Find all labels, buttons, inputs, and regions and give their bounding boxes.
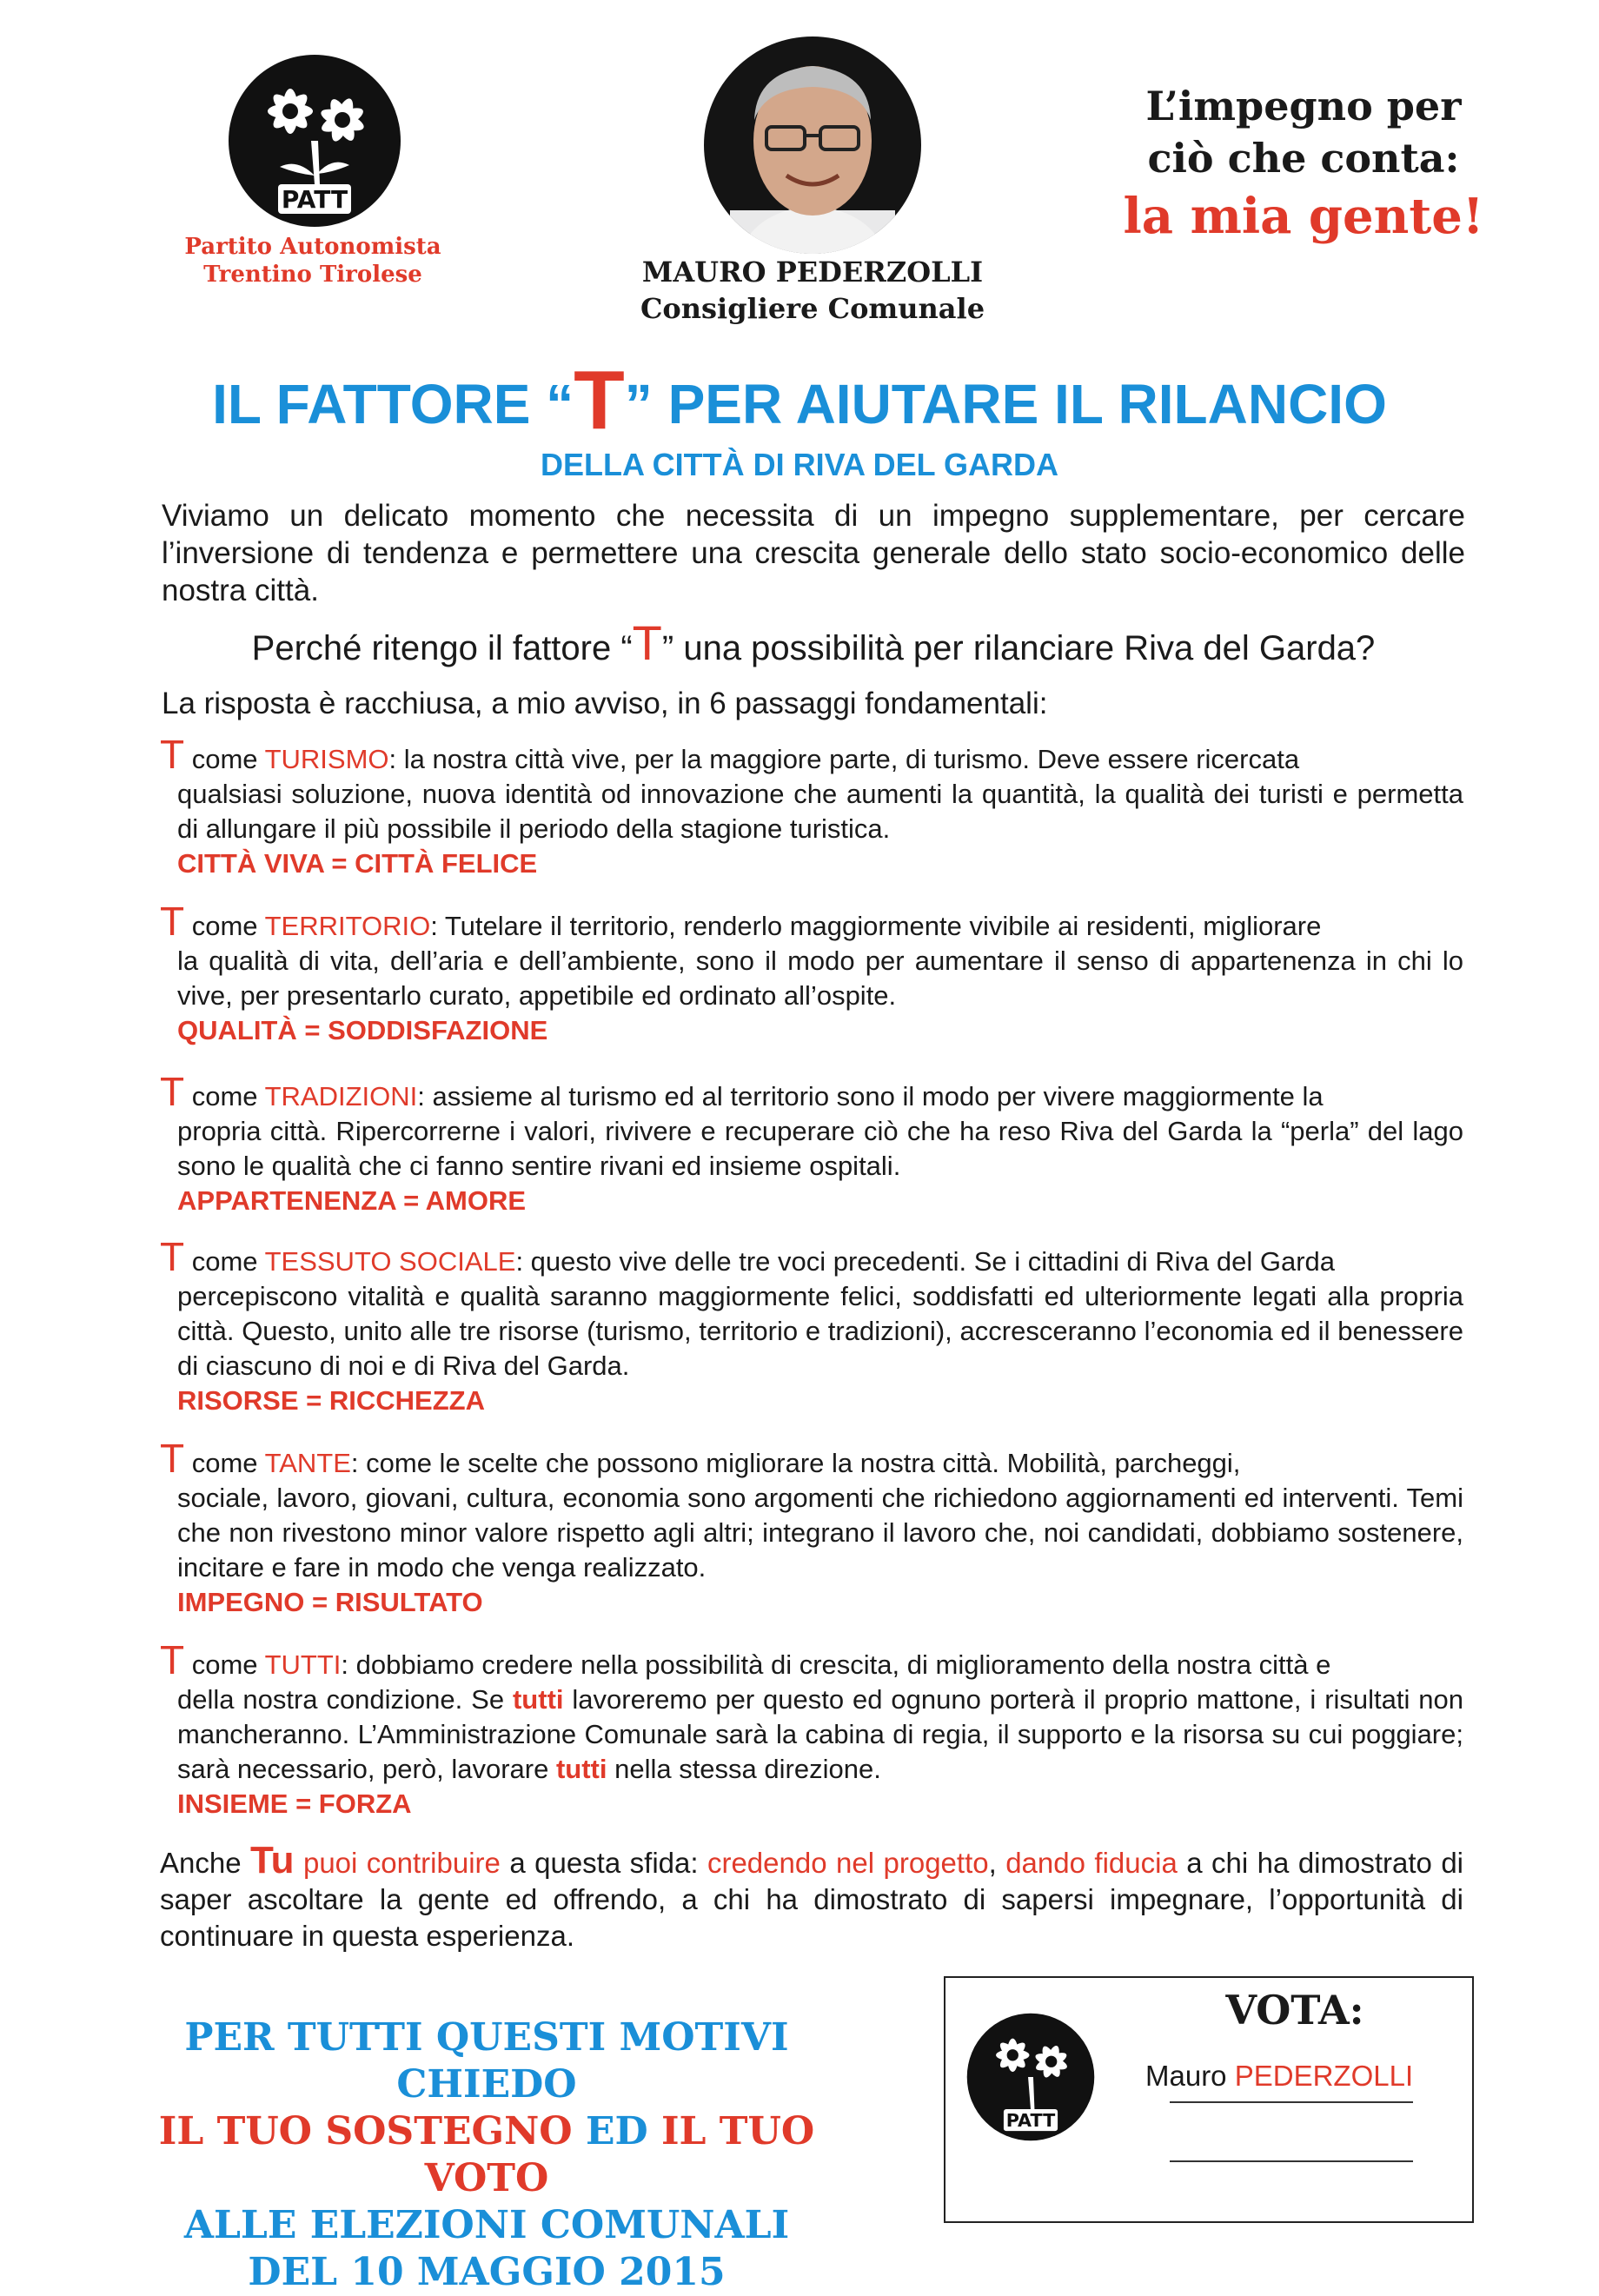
patt-logo-small (966, 2013, 1095, 2141)
t-keyword: TUTTI (264, 1649, 342, 1680)
t-letter: T (160, 899, 185, 944)
intro-paragraph: Viviamo un delicato momento che necessita di un impegno supplementare, per cercare l’inversione di tendenza e permettere una crescita generale dello stato socio-economico delle nostra città. (162, 499, 1465, 607)
question-part-2: ” una possibilità per rilanciare Riva del Garda? (661, 629, 1376, 667)
colon: : (341, 1649, 349, 1680)
body-text: della nostra condizione. Se (177, 1684, 513, 1715)
closing-highlight: credendo nel progetto (707, 1847, 989, 1879)
slogan-line-3: la mia gente! (1123, 188, 1484, 245)
come-text: come (184, 1448, 265, 1478)
first-line: assieme al turismo ed al territorio sono il modo per vivere maggiormente la (424, 1081, 1324, 1112)
closing-text: Anche (160, 1847, 251, 1879)
logo-text: PATT (281, 185, 348, 214)
t-item-body: qualsiasi soluzione, nuova identità od innovazione che aumenti la quantità, la qualità dei turisti e permetta di allungare il più possibile il periodo della stagione turistica. (177, 779, 1463, 844)
first-line: come le scelte che possono migliorare la nostra città. Mobilità, parcheggi, (358, 1448, 1241, 1478)
appeal-line-4: DEL 10 MAGGIO 2015 (248, 2250, 726, 2294)
candidate-photo (704, 36, 921, 254)
edelweiss-icon (228, 54, 401, 228)
subheadline: DELLA CITTÀ DI RIVA DEL GARDA (541, 447, 1058, 482)
vote-first-name: Mauro (1145, 2060, 1235, 2092)
t-item-tante (160, 1436, 1463, 1620)
closing-text: a chi ha dimostrato di saper ascoltare la gente ed offrendo, a chi ha dimostrato di sapersi impegnare, l’opportunità di continuare in questa esperienza. (160, 1847, 1464, 1952)
slogan (1078, 80, 1529, 249)
first-line: la nostra città vive, per la maggiore parte, di turismo. Deve essere ricercata (396, 744, 1300, 774)
appeal-line-1: PER TUTTI QUESTI MOTIVI CHIEDO (184, 2015, 789, 2107)
party-line-2: Trentino Tirolese (203, 262, 422, 288)
vote-title: VOTA: (1225, 1987, 1364, 2034)
closing-highlight: dando fiducia (1005, 1847, 1178, 1879)
t-letter: T (160, 1234, 185, 1279)
t-keyword: TANTE (264, 1448, 351, 1478)
t-item-tradizioni (160, 1069, 1463, 1218)
headline-part-2: ” PER AIUTARE IL RILANCIO (624, 373, 1387, 435)
come-text: come (184, 911, 265, 941)
colon: : (430, 911, 438, 941)
closing-paragraph (160, 1839, 1464, 1954)
answer-intro: La risposta è racchiusa, a mio avviso, in 6 passaggi fondamentali: (162, 687, 1048, 720)
come-text: come (184, 1246, 265, 1277)
vote-appeal (139, 2014, 834, 2296)
closing-highlight: puoi contribuire (302, 1847, 501, 1879)
appeal-line-3: ALLE ELEZIONI COMUNALI (183, 2203, 790, 2247)
t-letter: T (160, 1637, 185, 1682)
first-line: dobbiamo credere nella possibilità di crescita, di miglioramento della nostra città e (348, 1649, 1331, 1680)
t-letter: T (160, 732, 185, 777)
question (162, 615, 1465, 673)
t-item-body: propria città. Ripercorrerne i valori, rivivere e recuperare ciò che ha reso Riva del Garda la “perla” del lago sono le qualità che ci fanno sentire rivani ed insieme ospitali. (177, 1116, 1463, 1181)
closing-text: a questa sfida: (500, 1847, 707, 1879)
t-letter: T (160, 1069, 185, 1114)
question-big-t: T (632, 615, 662, 670)
first-line: Tutelare il territorio, renderlo maggiormente vivibile ai residenti, migliorare (437, 911, 1322, 941)
closing-text: , (988, 1847, 1006, 1879)
headline-part-1: IL FATTORE “ (212, 373, 574, 435)
appeal-highlight: IL TUO SOSTEGNO (158, 2109, 573, 2153)
highlight-tutti: tutti (555, 1754, 607, 1784)
t-keyword: TERRITORIO (264, 911, 431, 941)
t-item-motto: CITTÀ VIVA = CITTÀ FELICE (177, 848, 538, 879)
write-in-line (1170, 2101, 1413, 2103)
body-text: nella stessa direzione. (607, 1754, 881, 1784)
t-item-tessuto-sociale (160, 1234, 1463, 1418)
come-text: come (184, 1649, 265, 1680)
closing-text (295, 1847, 303, 1879)
candidate-name-block (608, 254, 1017, 327)
t-letter: T (160, 1436, 185, 1481)
t-item-motto: INSIEME = FORZA (177, 1788, 412, 1819)
t-item-body (160, 1682, 1463, 1787)
t-item-tutti (160, 1637, 1464, 1822)
t-item-turismo (160, 732, 1463, 881)
edelweiss-icon (966, 2013, 1095, 2141)
t-keyword: TRADIZIONI (264, 1081, 418, 1112)
slogan-line-2: ciò che conta: (1147, 135, 1460, 182)
candidate-name: MAURO PEDERZOLLI (641, 255, 984, 289)
t-item-body: sociale, lavoro, giovani, cultura, economia sono argomenti che richiedono aggiornamenti ed interventi. Temi che non rivestono minor valore rispetto agli altri; integrano il lavoro che, noi candidati, dobbiamo sostenere, incitare e fare in modo che venga realizzato. (177, 1483, 1463, 1583)
vote-surname: PEDERZOLLI (1234, 2060, 1414, 2092)
logo-text: PATT (1005, 2109, 1056, 2131)
appeal-text: ED (572, 2109, 661, 2153)
t-keyword: TURISMO (264, 744, 389, 774)
come-text: come (184, 744, 265, 774)
come-text: come (184, 1081, 265, 1112)
body-text: lavoreremo per questo ed ognuno porterà il proprio mattone, i risultati non mancheranno. L’Amministrazione Comunale sarà la cabina di regia, il supporto e la risorsa su cui poggiare; sarà necessario, però, lavorare (177, 1684, 1464, 1784)
highlight-tutti: tutti (512, 1684, 564, 1715)
colon: : (515, 1246, 524, 1277)
patt-logo (228, 54, 401, 228)
party-line-1: Partito Autonomista (184, 234, 441, 260)
t-item-motto: RISORSE = RICCHEZZA (177, 1385, 485, 1416)
candidate-role: Consigliere Comunale (640, 292, 985, 325)
appeal-highlight: IL TUO VOTO (424, 2109, 815, 2200)
headline (0, 348, 1599, 447)
t-item-motto: APPARTENENZA = AMORE (177, 1185, 527, 1216)
vote-candidate (1145, 2060, 1467, 2093)
colon: : (417, 1081, 425, 1112)
t-item-motto: IMPEGNO = RISULTATO (177, 1587, 483, 1617)
t-keyword: TESSUTO SOCIALE (264, 1246, 516, 1277)
t-item-motto: QUALITÀ = SODDISFAZIONE (177, 1015, 548, 1045)
party-name (148, 233, 478, 289)
write-in-line (1170, 2160, 1413, 2162)
t-item-body: percepiscono vitalità e qualità saranno maggiormente felici, soddisfatti ed ulteriormente legati alla propria città. Questo, unito alle tre risorse (turismo, territorio e tradizioni), accresceranno l’economia ed il benessere di ciascuno di noi e di Riva del Garda. (177, 1281, 1463, 1381)
t-item-territorio (160, 899, 1463, 1048)
colon: : (388, 744, 397, 774)
closing-tu: Tu (250, 1839, 295, 1881)
slogan-line-1: L’impegno per (1145, 83, 1462, 129)
first-line: questo vive delle tre voci precedenti. Se i cittadini di Riva del Garda (523, 1246, 1335, 1277)
colon: : (350, 1448, 359, 1478)
headline-big-t: T (574, 354, 625, 447)
t-item-body: la qualità di vita, dell’aria e dell’ambiente, sono il modo per aumentare il senso di appartenenza in chi lo vive, per presentarlo curato, appetibile ed ordinato all’ospite. (177, 946, 1463, 1011)
question-part-1: Perché ritengo il fattore “ (251, 629, 633, 667)
